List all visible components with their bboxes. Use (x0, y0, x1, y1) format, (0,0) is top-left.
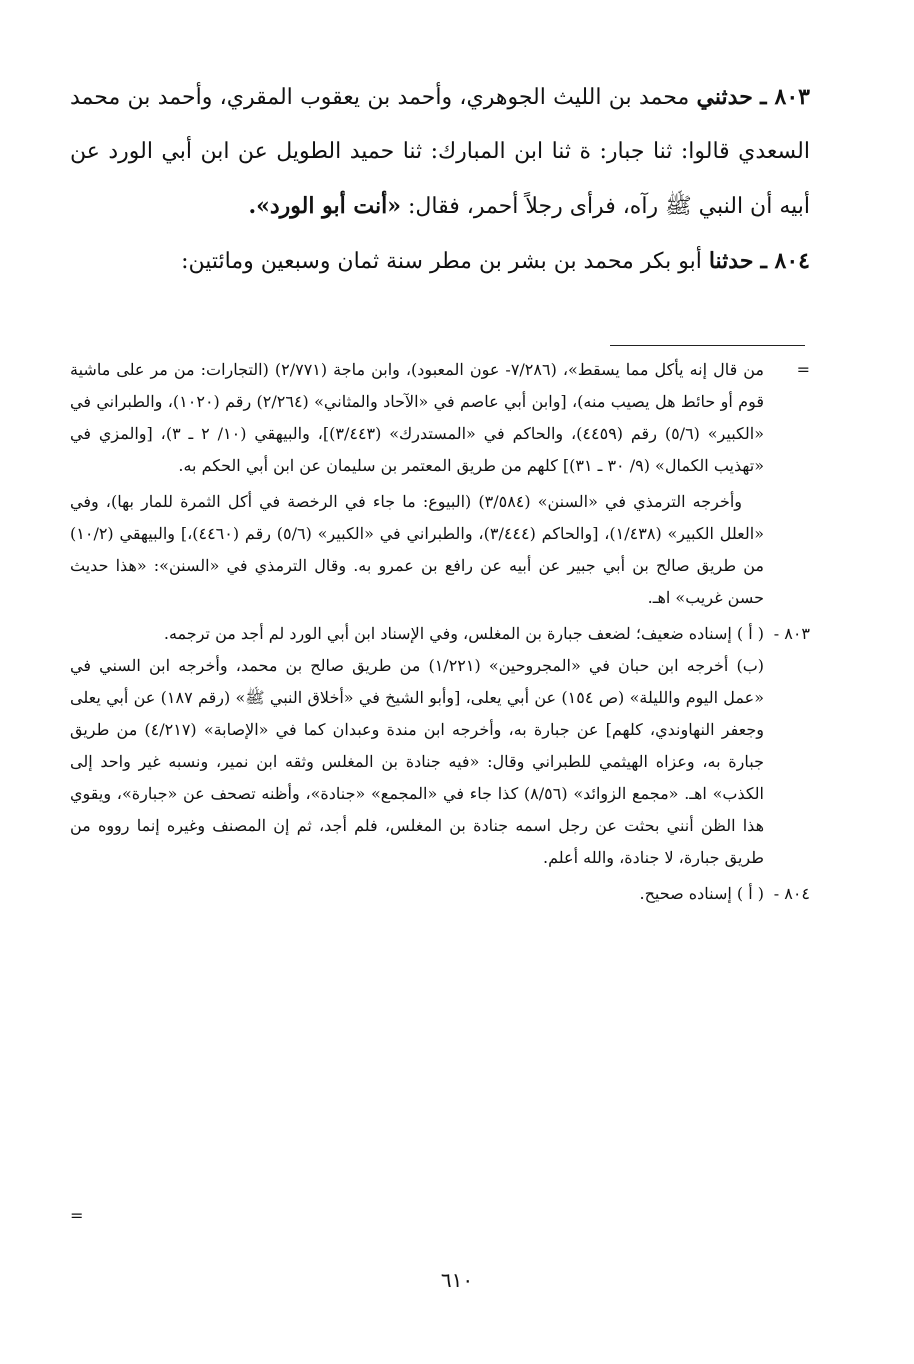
hadith-number: ٨٠٤ ـ (760, 248, 810, 274)
next-page-marker: = (70, 1206, 84, 1225)
footnote-paragraph: من قال إنه يأكل مما يسقط»، (٧/٢٨٦- عون المعبود)، وابن ماجة (٢/٧٧١) (التجارات: من مر على ماشية قوم أو حائط هل يصيب منه)، [وابن أبي عاصم في «الآحاد والمثاني» (٢/٢٦٤) رقم (١٠٢٠)، والطبراني في «الكبير» (٥/٦) رقم (٤٤٥٩)، والحاكم في «المستدرك» (٣/٤٤٣)]، والبيهقي (١٠/ ٢ ـ ٣)، [والمزي في «تهذيب الكمال» (٩/ ٣٠ ـ ٣١)] كلهم من طريق المعتمر بن سليمان عن ابن أبي الحكم به. (70, 360, 765, 475)
hadith-lead: حدثني (696, 84, 753, 110)
footnotes (70, 354, 810, 910)
hadith-quote: «أنت أبو الورد». (248, 193, 401, 219)
footnote-number: ٨٠٣ - (773, 624, 810, 643)
footnote-paragraph: ( أ ) إسناده ضعيف؛ لضعف جبارة بن المغلس، وفي الإسناد ابن أبي الورد لم أجد من ترجمه. (163, 624, 764, 643)
continuation-marker: = (796, 360, 810, 379)
footnote-paragraph: وأخرجه الترمذي في «السنن» (٣/٥٨٤) (البيوع: ما جاء في الرخصة في أكل الثمرة للمار بها)، وفي «العلل الكبير» (١/٤٣٨)، [والحاكم (٣/٤٤٤)، والطبراني في «الكبير» (٥/٦) رقم (٤٤٦٠)،] والبيهقي (١٠/٢) من طريق صالح بن أبي جبير عن أبيه عن رافع بن عمرو به. وقال الترمذي في «السنن»: «هذا حديث حسن غريب» اهـ. (70, 492, 765, 607)
hadith-803 (70, 70, 810, 234)
main-text (70, 70, 810, 289)
hadith-text: محمد بن الليث الجوهري، وأحمد بن يعقوب المقري، وأحمد بن محمد السعدي قالوا: ثنا جبار: ة ثنا ابن المبارك: ثنا حميد الطويل عن ابن أبي الورد عن أبيه أن النبي ﷺ رآه، فرأى رجلاً أحمر، فقال: (70, 85, 810, 219)
hadith-text: أبو بكر محمد بن بشر بن مطر سنة ثمان وسبعين ومائتين: (181, 249, 702, 274)
footnote-paragraph: (ب) أخرجه ابن حبان في «المجروحين» (١/٢٢١) من طريق صالح بن محمد، وأخرجه ابن السني في «عمل اليوم والليلة» (ص ١٥٤) عن أبي يعلى، [وأبو الشيخ في «أخلاق النبي ﷺ» (رقم ١٨٧) عن أبي يعلى وجعفر النهاوندي، كلهم] عن جبارة به، وأخرجه ابن مندة وعبدان كما في «الإصابة» (٤/٢١٧) من طريق جبارة به، وعزاه الهيثمي للطبراني وقال: «فيه جنادة بن المغلس وثقه ابن نمير، ونسبه غير واحد إلى الكذب» اهـ. «مجمع الزوائد» (٨/٥٦) كذا جاء في «المجمع» «جنادة»، وأظنه تصحف عن «جبارة»، ويقوي هذا الظن أنني بحثت عن رجل اسمه جنادة بن المغلس، فلم أجد، ثم إن المصنف وغيره إنما رووه من طريق جبارة، لا جنادة، والله أعلم. (70, 656, 765, 867)
footnote-divider (610, 345, 805, 346)
footnote-804 (70, 878, 810, 910)
hadith-804 (70, 234, 810, 289)
footnote-803 (70, 618, 810, 874)
hadith-number: ٨٠٣ ـ (760, 84, 810, 110)
footnote-number: ٨٠٤ - (773, 884, 810, 903)
footnote-continuation (70, 354, 810, 614)
page-number: ٦١٠ (440, 1268, 474, 1292)
hadith-lead: حدثنا (708, 248, 754, 274)
footnote-paragraph: ( أ ) إسناده صحيح. (639, 884, 764, 903)
